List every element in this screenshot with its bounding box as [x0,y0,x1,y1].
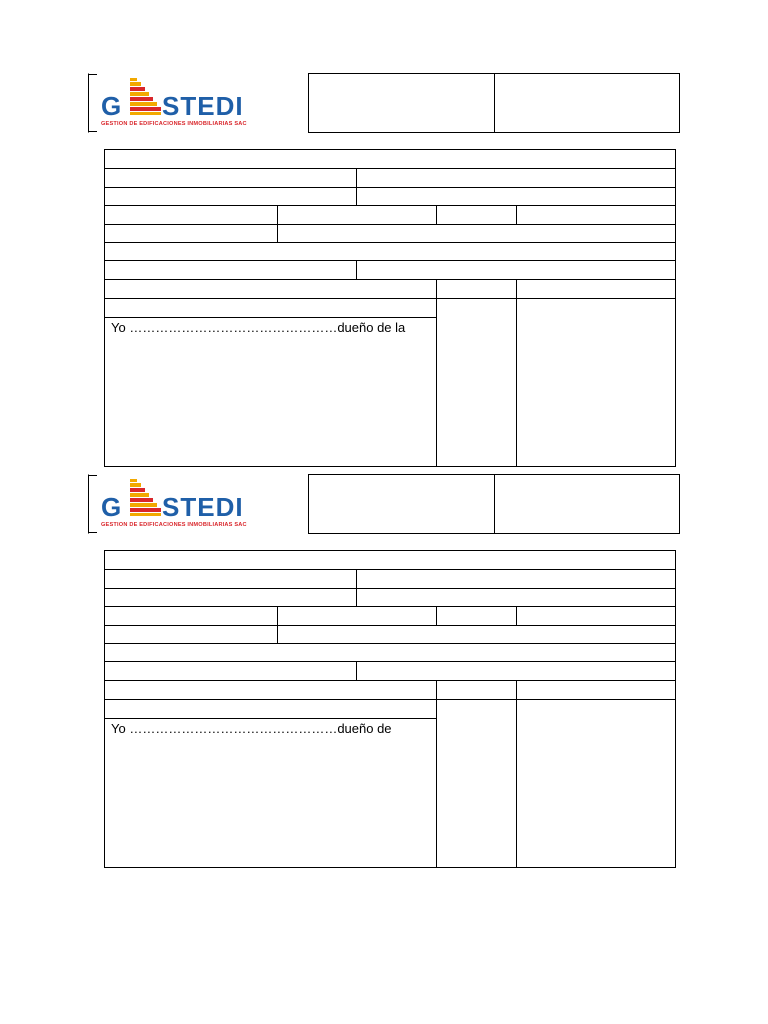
owner-statement: Yo …………………………………………dueño de la [111,320,406,335]
svg-text:STEDI: STEDI [162,91,244,121]
svg-text:G: G [101,492,122,522]
form-1 [0,73,768,473]
logo-cell [88,73,309,133]
header-field-3 [494,474,680,534]
form-header [88,73,680,133]
svg-text:G: G [101,91,122,121]
svg-text:GESTION DE EDIFICACIONES INMOB: GESTION DE EDIFICACIONES INMOBILIARIAS SAC [101,522,247,528]
logo-cell [88,474,309,534]
form-table [104,550,676,868]
gestedi-logo [101,478,301,532]
svg-text:STEDI: STEDI [162,492,244,522]
form-table [104,149,676,467]
owner-statement: Yo …………………………………………dueño de [111,721,392,736]
form-header [88,474,680,534]
svg-text:GESTION DE EDIFICACIONES INMOB: GESTION DE EDIFICACIONES INMOBILIARIAS SAC [101,121,247,127]
header-field-3 [494,73,680,133]
form-2 [0,474,768,874]
building-icon [130,78,161,115]
building-icon [130,479,161,516]
gestedi-logo [101,77,301,131]
header-field-2 [308,73,495,133]
header-field-2 [308,474,495,534]
